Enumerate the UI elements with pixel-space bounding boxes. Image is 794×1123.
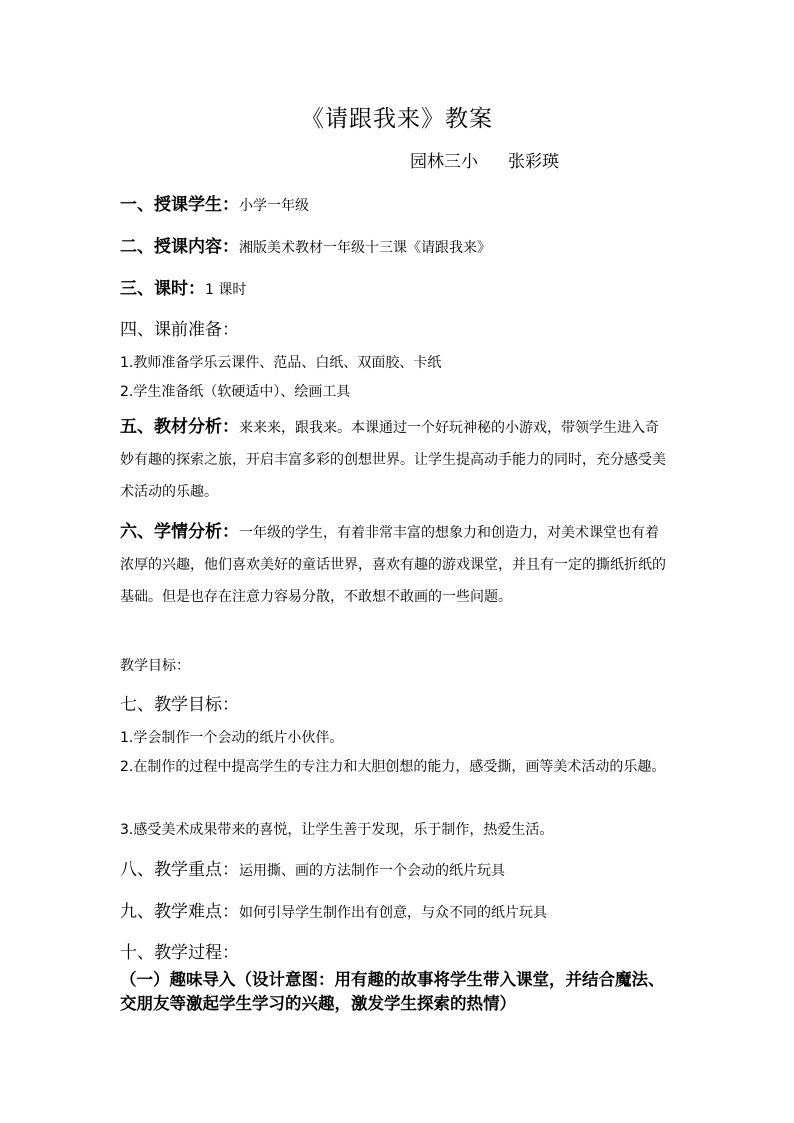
section-heading: 九、教学难点： [120,902,239,922]
section-4 [120,315,239,340]
section-6 [120,516,668,613]
list-item: 1.教师准备学乐云课件、范品、白纸、双面胶、卡纸 [120,355,442,371]
section-heading: 七、教学目标： [120,695,239,715]
list-item: 1.学会制作一个会动的纸片小伙伴。 [120,730,344,746]
section-heading: 六、学情分析： [120,522,239,542]
document-title: 《请跟我来》教案 [301,106,493,132]
section-content: 湘版美术教材一年级十三课《请跟我来》 [239,240,491,256]
list-item: 2.学生准备纸（软硬适中）、绘画工具 [120,384,351,400]
section-content: 1 课时 [205,282,247,298]
author-name: 张彩瑛 [508,152,559,172]
section-heading: 十、教学过程： [120,943,239,963]
section-content: 小学一年级 [239,198,309,214]
section-7 [120,690,239,715]
section-2 [120,232,491,257]
section-9 [120,897,547,922]
section-5 [120,411,668,508]
section-note: 教学目标： [120,658,190,674]
section-8 [120,855,505,880]
section-content: 一年级的学生，有着非常丰富的想象力和创造力，对美术课堂也有着浓厚的兴趣，他们喜欢美好的童话世界，喜欢有趣的游戏课堂，并且有一定的撕纸折纸的基础。但是也存在注意力容易分散，不敢想不敢画的一些问题。 [120,525,666,605]
section-heading: 一、授课学生： [120,195,239,215]
author-line [410,147,559,172]
section-heading: 八、教学重点： [120,860,239,880]
section-heading: 五、教材分析： [120,417,239,437]
section-subheading: （一）趣味导入（设计意图：用有趣的故事将学生带入课堂，并结合魔法、交朋友等激起学生学习的兴趣，激发学生探索的热情） [120,970,665,1013]
list-item: 2.在制作的过程中提高学生的专注力和大胆创想的能力，感受撕，画等美术活动的乐趣。 [120,759,666,775]
section-content: 来来来，跟我来。本课通过一个好玩神秘的小游戏，带领学生进入奇妙有趣的探索之旅，开启丰富多彩的创想世界。让学生提高动手能力的同时，充分感受美术活动的乐趣。 [120,420,666,500]
section-heading: 四、课前准备： [120,320,239,340]
section-heading: 三、课时： [120,279,205,299]
author-school: 园林三小 [410,152,478,172]
section-1 [120,190,309,215]
section-content: 运用撕、画的方法制作一个会动的纸片玩具 [239,863,505,879]
section-heading: 二、授课内容： [120,237,239,257]
list-item: 3.感受美术成果带来的喜悦，让学生善于发现，乐于制作，热爱生活。 [120,822,554,838]
section-content: 如何引导学生制作出有创意，与众不同的纸片玩具 [239,905,547,921]
section-3 [120,274,246,299]
section-10 [120,938,239,963]
